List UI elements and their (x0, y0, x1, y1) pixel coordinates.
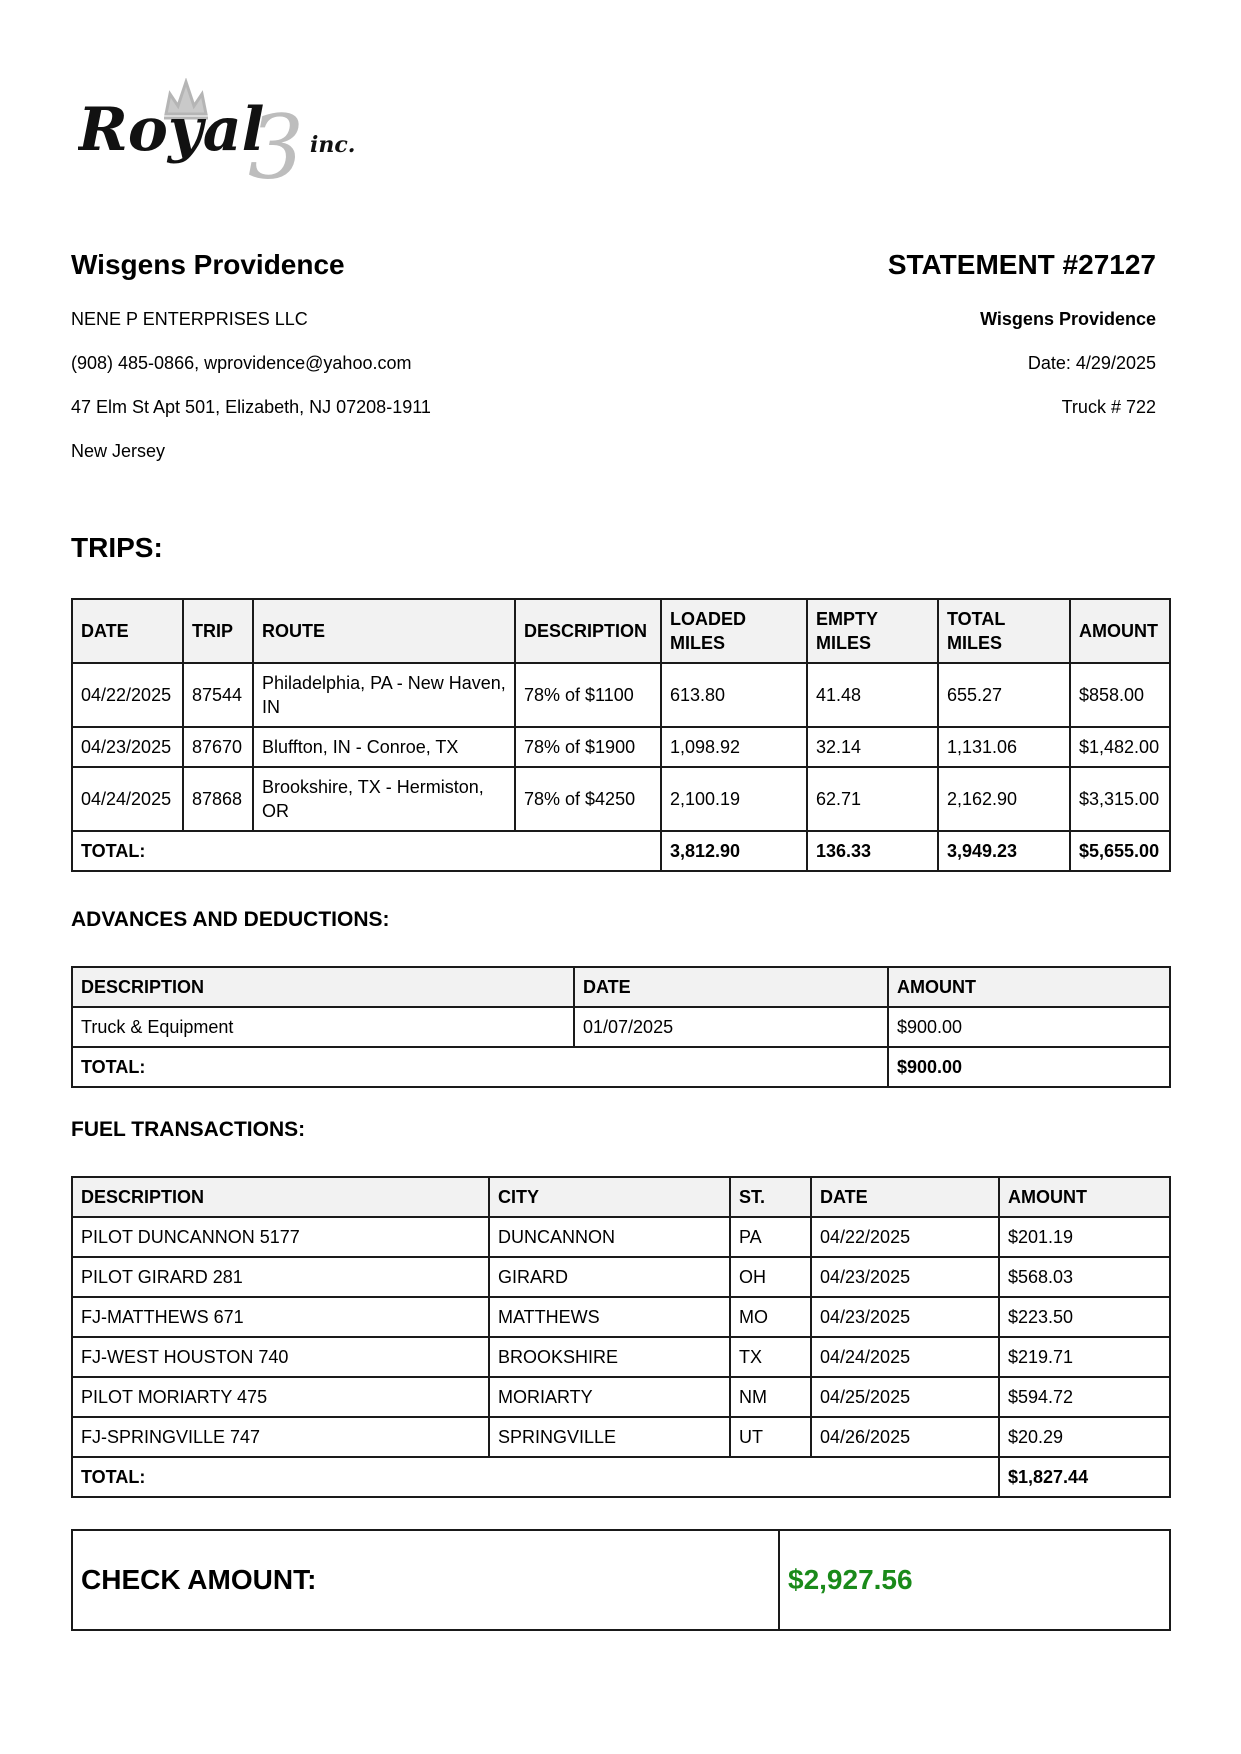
table-row (72, 1337, 1170, 1377)
total-empty-miles: 136.33 (807, 831, 938, 871)
fuel-total-row (72, 1457, 1170, 1497)
table-row (72, 1257, 1170, 1297)
table-row (72, 727, 1170, 767)
statement-date: Date: 4/29/2025 (1027, 353, 1156, 373)
trip-empty-miles: 41.48 (807, 663, 938, 727)
total-label: TOTAL: (72, 1457, 999, 1497)
fuel-title: FUEL TRANSACTIONS: (71, 1118, 306, 1141)
fuel-description: PILOT DUNCANNON 5177 (72, 1217, 489, 1257)
total-total-miles: 3,949.23 (938, 831, 1070, 871)
table-row (72, 1007, 1170, 1047)
fuel-description: PILOT MORIARTY 475 (72, 1377, 489, 1417)
table-row (72, 767, 1170, 831)
col-description: DESCRIPTION (515, 599, 661, 663)
svg-text:inc.: inc. (310, 132, 356, 158)
trip-number: 87544 (183, 663, 253, 727)
total-label: TOTAL: (72, 831, 661, 871)
check-amount-row (72, 1530, 1170, 1630)
fuel-amount: $20.29 (999, 1417, 1170, 1457)
fuel-city: BROOKSHIRE (489, 1337, 730, 1377)
trip-date: 04/22/2025 (72, 663, 183, 727)
table-row (72, 1417, 1170, 1457)
trip-route: Brookshire, TX - Hermiston, OR (253, 767, 515, 831)
contact-info: (908) 485-0866, wprovidence@yahoo.com (71, 353, 412, 373)
fuel-state: UT (730, 1417, 811, 1457)
fuel-city: MATTHEWS (489, 1297, 730, 1337)
col-trip: TRIP (183, 599, 253, 663)
table-row (72, 663, 1170, 727)
fuel-state: TX (730, 1337, 811, 1377)
company-logo (78, 78, 388, 193)
col-amount: AMOUNT (999, 1177, 1170, 1217)
fuel-table (71, 1176, 1171, 1498)
total-label: TOTAL: (72, 1047, 888, 1087)
fuel-date: 04/23/2025 (811, 1297, 999, 1337)
fuel-city: MORIARTY (489, 1377, 730, 1417)
col-amount: AMOUNT (888, 967, 1170, 1007)
svg-text:3: 3 (248, 96, 304, 193)
fuel-city: SPRINGVILLE (489, 1417, 730, 1457)
company-info (71, 248, 671, 462)
total-amount: $900.00 (888, 1047, 1170, 1087)
trip-amount: $1,482.00 (1070, 727, 1170, 767)
statement-info (636, 248, 1156, 418)
fuel-date: 04/22/2025 (811, 1217, 999, 1257)
trip-total-miles: 1,131.06 (938, 727, 1070, 767)
table-header-row (72, 599, 1170, 663)
total-loaded-miles: 3,812.90 (661, 831, 807, 871)
col-description: DESCRIPTION (72, 1177, 489, 1217)
check-amount-value: $2,927.56 (779, 1530, 1170, 1630)
table-row (72, 1297, 1170, 1337)
trips-table (71, 598, 1171, 872)
royal-3-logo (78, 78, 388, 193)
trip-route: Bluffton, IN - Conroe, TX (253, 727, 515, 767)
trip-date: 04/23/2025 (72, 727, 183, 767)
table-header-row (72, 1177, 1170, 1217)
trip-total-miles: 655.27 (938, 663, 1070, 727)
trip-description: 78% of $1900 (515, 727, 661, 767)
fuel-state: PA (730, 1217, 811, 1257)
fuel-amount: $219.71 (999, 1337, 1170, 1377)
total-amount: $5,655.00 (1070, 831, 1170, 871)
check-amount-table (71, 1529, 1171, 1631)
trip-amount: $858.00 (1070, 663, 1170, 727)
table-row (72, 1217, 1170, 1257)
advance-date: 01/07/2025 (574, 1007, 888, 1047)
fuel-description: PILOT GIRARD 281 (72, 1257, 489, 1297)
table-row (72, 1377, 1170, 1417)
truck-number: Truck # 722 (1061, 397, 1156, 417)
advances-title: ADVANCES AND DEDUCTIONS: (71, 908, 390, 931)
total-amount: $1,827.44 (999, 1457, 1170, 1497)
advances-table (71, 966, 1171, 1088)
trip-amount: $3,315.00 (1070, 767, 1170, 831)
advance-amount: $900.00 (888, 1007, 1170, 1047)
col-total-miles: TOTAL MILES (938, 599, 1070, 663)
trips-title: TRIPS: (71, 532, 163, 563)
col-date: DATE (811, 1177, 999, 1217)
fuel-description: FJ-MATTHEWS 671 (72, 1297, 489, 1337)
trip-number: 87868 (183, 767, 253, 831)
trip-total-miles: 2,162.90 (938, 767, 1070, 831)
fuel-state: OH (730, 1257, 811, 1297)
trip-loaded-miles: 2,100.19 (661, 767, 807, 831)
table-header-row (72, 967, 1170, 1007)
fuel-state: NM (730, 1377, 811, 1417)
trip-description: 78% of $1100 (515, 663, 661, 727)
trip-loaded-miles: 1,098.92 (661, 727, 807, 767)
col-date: DATE (72, 599, 183, 663)
col-empty-miles: EMPTY MILES (807, 599, 938, 663)
fuel-description: FJ-SPRINGVILLE 747 (72, 1417, 489, 1457)
company-name: Wisgens Providence (71, 249, 345, 280)
fuel-city: GIRARD (489, 1257, 730, 1297)
state-name: New Jersey (71, 441, 166, 461)
advance-description: Truck & Equipment (72, 1007, 574, 1047)
advances-total-row (72, 1047, 1170, 1087)
fuel-amount: $594.72 (999, 1377, 1170, 1417)
business-name: NENE P ENTERPRISES LLC (71, 309, 308, 329)
fuel-date: 04/23/2025 (811, 1257, 999, 1297)
fuel-date: 04/24/2025 (811, 1337, 999, 1377)
driver-name: Wisgens Providence (980, 309, 1156, 329)
street-address: 47 Elm St Apt 501, Elizabeth, NJ 07208-1911 (71, 397, 431, 417)
trip-description: 78% of $4250 (515, 767, 661, 831)
trip-empty-miles: 32.14 (807, 727, 938, 767)
trips-total-row (72, 831, 1170, 871)
fuel-date: 04/26/2025 (811, 1417, 999, 1457)
col-description: DESCRIPTION (72, 967, 574, 1007)
statement-title: STATEMENT #27127 (887, 249, 1156, 280)
fuel-date: 04/25/2025 (811, 1377, 999, 1417)
col-date: DATE (574, 967, 888, 1007)
fuel-amount: $568.03 (999, 1257, 1170, 1297)
col-city: CITY (489, 1177, 730, 1217)
trip-empty-miles: 62.71 (807, 767, 938, 831)
trip-date: 04/24/2025 (72, 767, 183, 831)
trip-route: Philadelphia, PA - New Haven, IN (253, 663, 515, 727)
fuel-description: FJ-WEST HOUSTON 740 (72, 1337, 489, 1377)
check-amount-label: CHECK AMOUNT: (72, 1530, 779, 1630)
fuel-city: DUNCANNON (489, 1217, 730, 1257)
col-route: ROUTE (253, 599, 515, 663)
col-state: ST. (730, 1177, 811, 1217)
fuel-amount: $223.50 (999, 1297, 1170, 1337)
svg-text:Royal: Royal (78, 95, 265, 165)
fuel-amount: $201.19 (999, 1217, 1170, 1257)
fuel-state: MO (730, 1297, 811, 1337)
col-loaded-miles: LOADED MILES (661, 599, 807, 663)
trip-loaded-miles: 613.80 (661, 663, 807, 727)
col-amount: AMOUNT (1070, 599, 1170, 663)
trip-number: 87670 (183, 727, 253, 767)
